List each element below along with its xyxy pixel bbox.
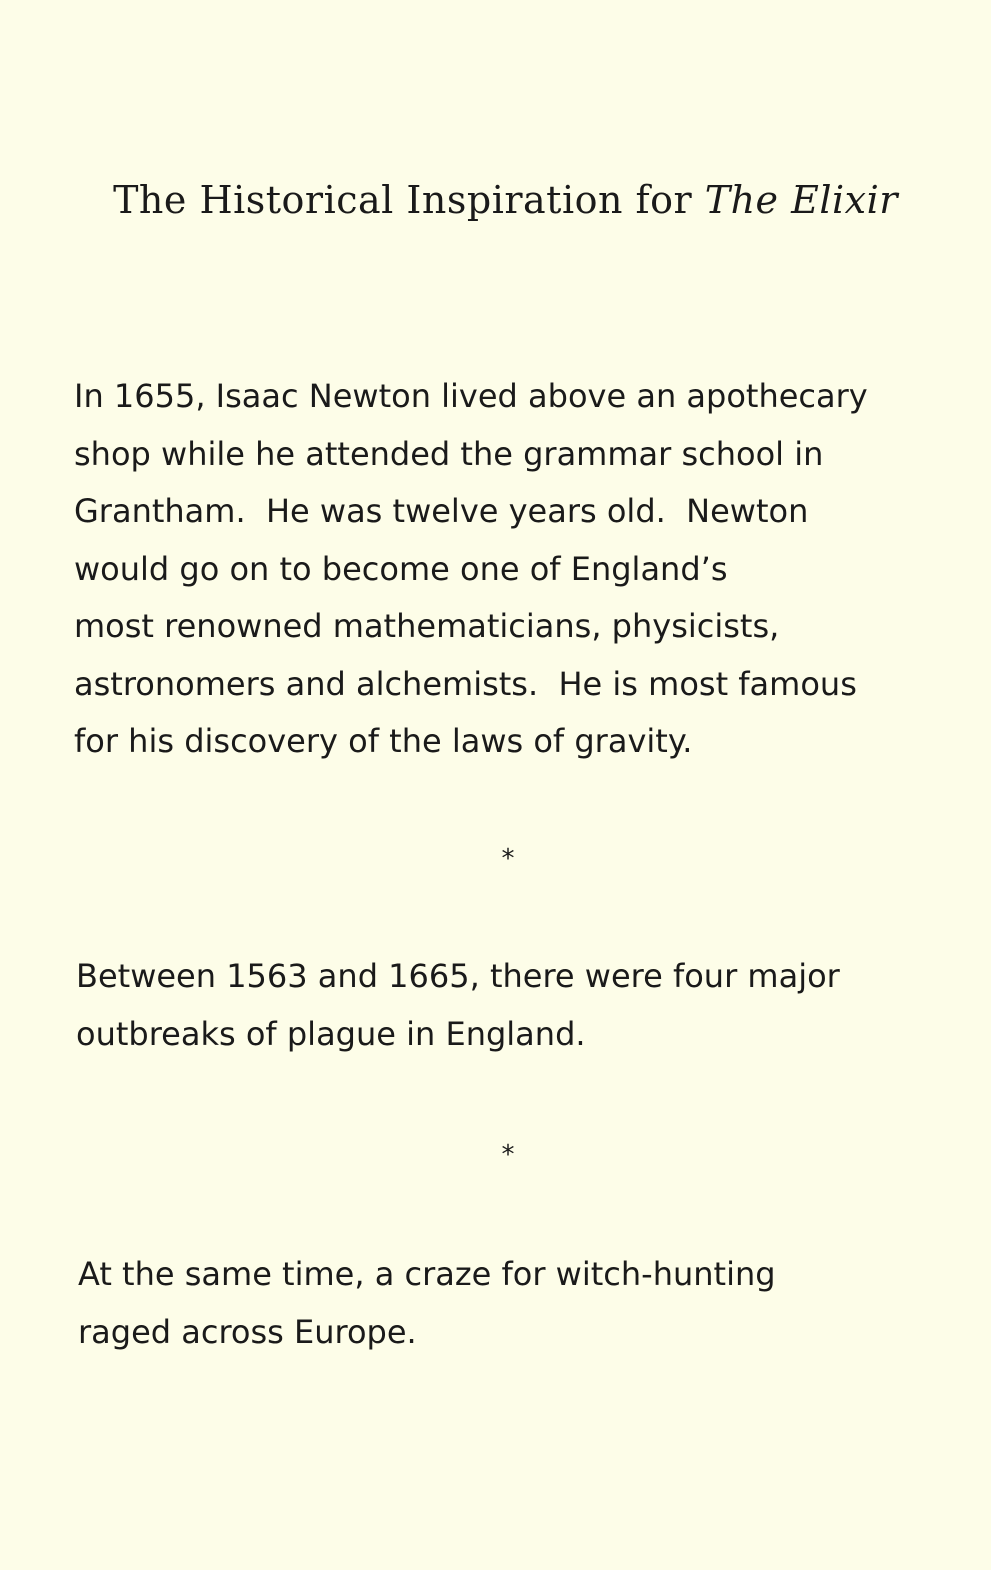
text-line: Grantham. He was twelve years old. Newton: [74, 492, 809, 530]
paragraph-witch-hunting: [78, 1246, 958, 1361]
page-title: [0, 178, 991, 222]
text-line: shop while he attended the grammar school in: [74, 434, 824, 473]
section-separator: *: [501, 844, 515, 874]
text-line: most renowned mathematicians, physicists,: [74, 607, 780, 645]
text-line: Between 1563 and 1665, there were four major: [76, 957, 840, 995]
title-book-name: The Elixir: [704, 178, 898, 222]
section-separator: *: [501, 1140, 515, 1170]
text-line: astronomers and alchemists. He is most famous: [74, 664, 857, 703]
paragraph-newton: [74, 368, 954, 771]
text-line: At the same time, a craze for witch-hunting: [78, 1255, 776, 1293]
paragraph-plague: [76, 948, 956, 1063]
text-line: for his discovery of the laws of gravity.: [74, 722, 693, 760]
title-prefix: The Historical Inspiration for: [113, 178, 705, 222]
text-line: outbreaks of plague in England.: [76, 1014, 586, 1053]
text-line: would go on to become one of England’s: [74, 549, 728, 588]
text-line: In 1655, Isaac Newton lived above an apothecary: [74, 377, 868, 415]
text-line: raged across Europe.: [78, 1312, 417, 1351]
